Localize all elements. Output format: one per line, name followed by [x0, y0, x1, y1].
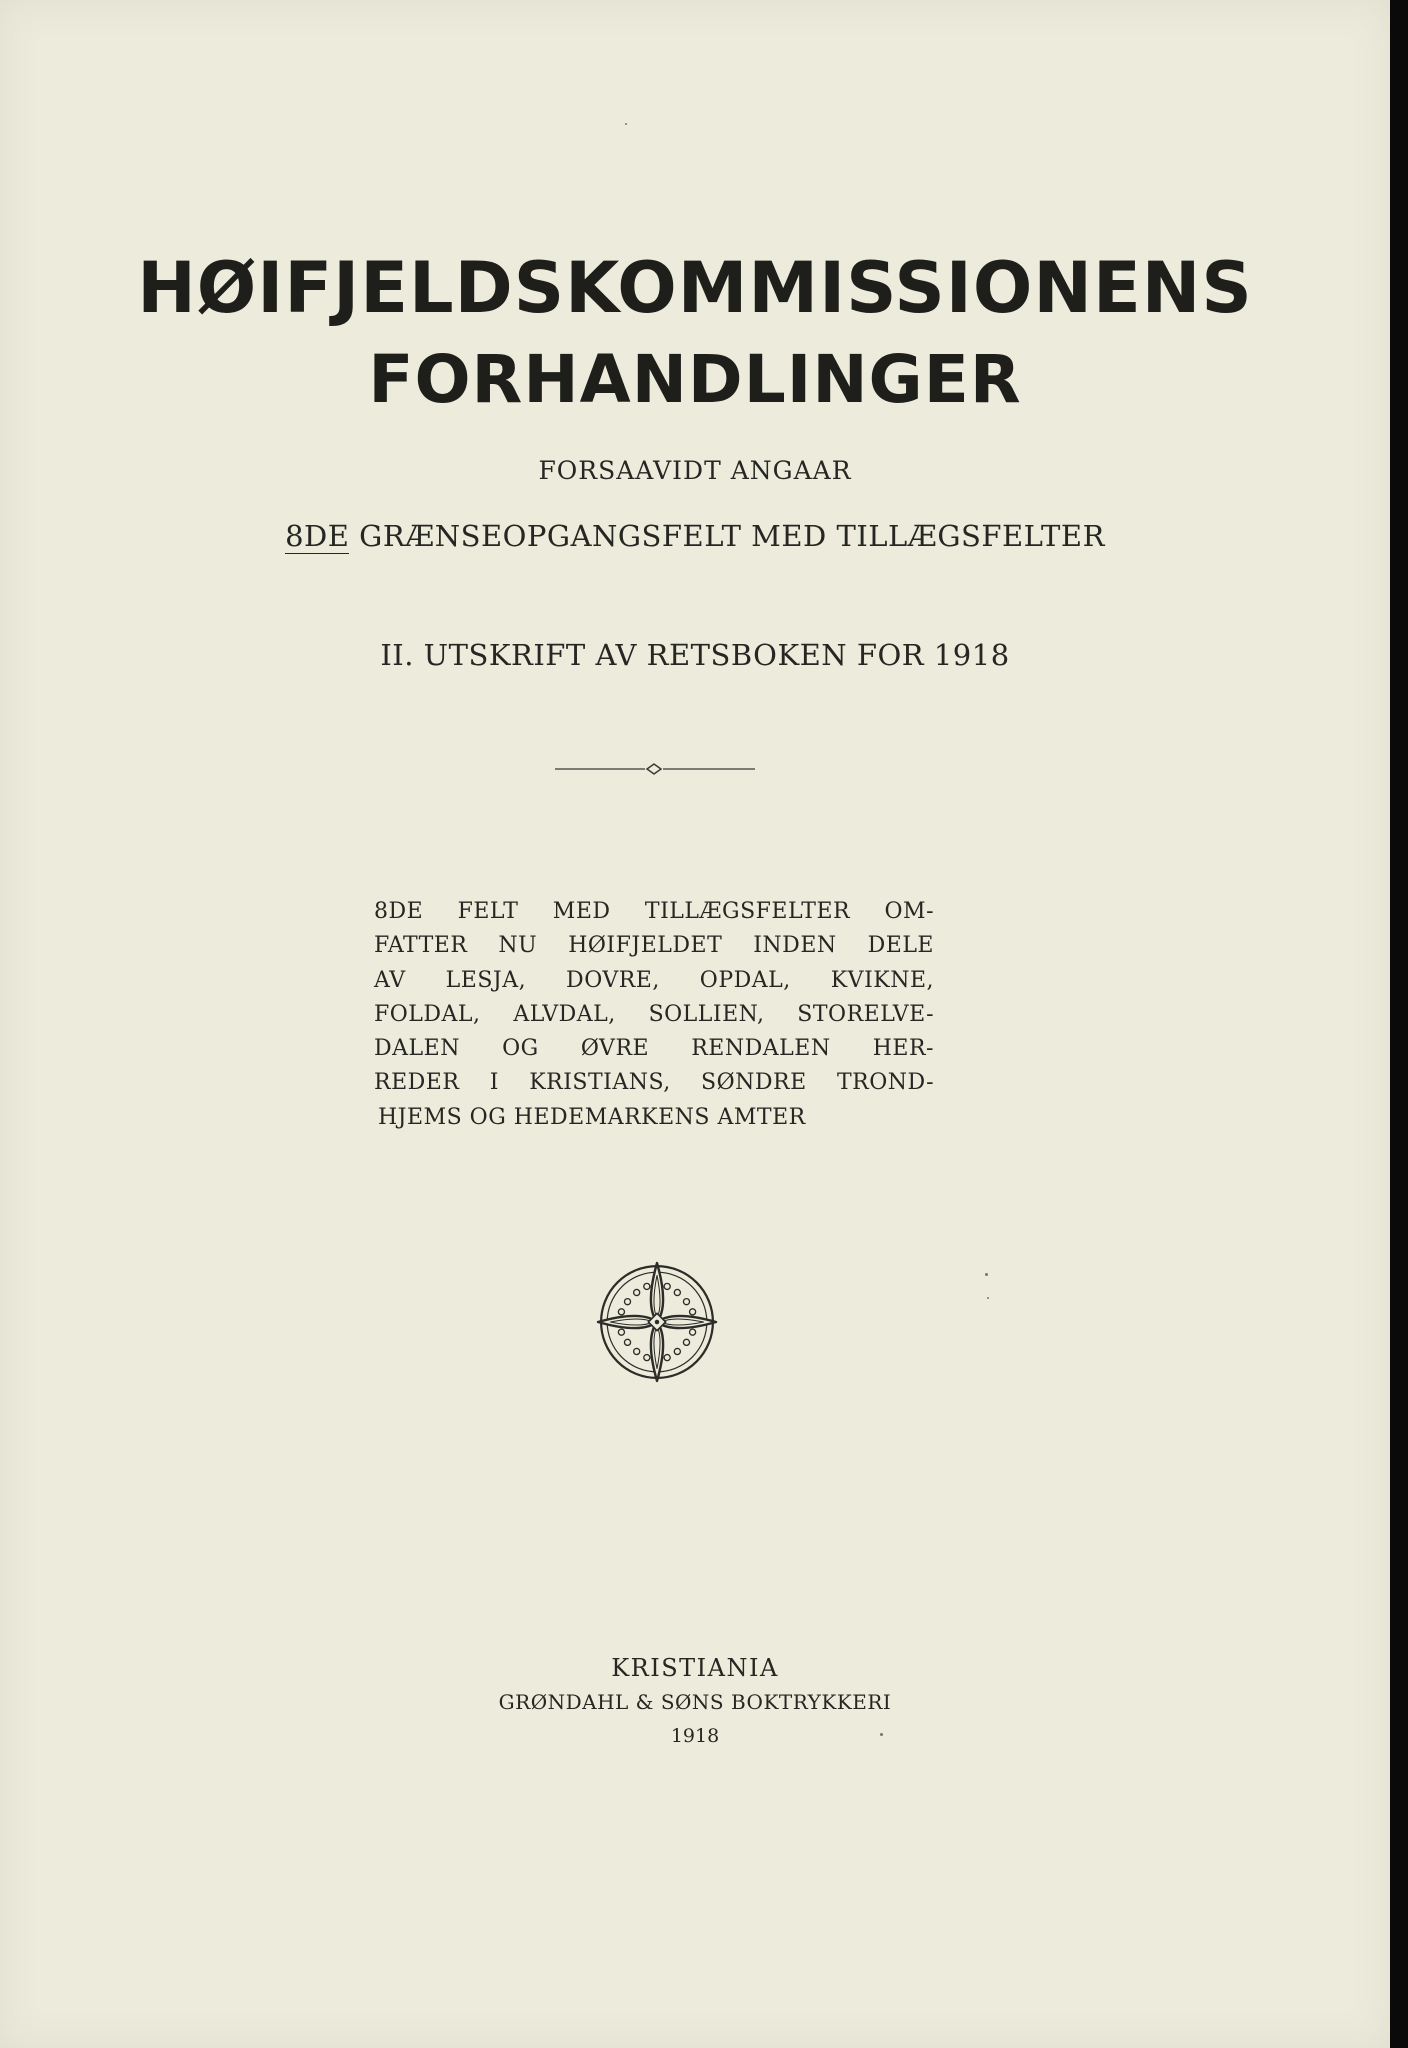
description-line: REDER I KRISTIANS, SØNDRE TROND- [374, 1070, 934, 1096]
description-line: FOLDAL, ALVDAL, SOLLIEN, STORELVE- [374, 1001, 934, 1027]
paper-speck [880, 1733, 883, 1736]
imprint-printer: GRØNDAHL & SØNS BOKTRYKKERI [498, 1690, 892, 1714]
felt-prefix: 8DE [285, 519, 350, 553]
paper-speck [987, 1297, 989, 1299]
subtitle: FORSAAVIDT ANGAAR [538, 456, 852, 485]
main-title-line-2: FORHANDLINGER [368, 341, 1022, 418]
printer-emblem-icon [596, 1261, 718, 1383]
part-heading: II. UTSKRIFT AV RETSBOKEN FOR 1918 [380, 638, 1010, 672]
imprint-place: KRISTIANIA [611, 1654, 779, 1682]
description-line: FATTER NU HØIFJELDET INDEN DELE [374, 933, 934, 959]
imprint-year: 1918 [670, 1725, 720, 1747]
paper-speck [625, 123, 627, 125]
description-line: AV LESJA, DOVRE, OPDAL, KVIKNE, [374, 967, 934, 993]
description-line: 8DE FELT MED TILLÆGSFELTER OM- [374, 899, 934, 924]
main-title-line-1: HØIFJELDSKOMMISSIONENS [137, 247, 1253, 329]
description-block [374, 895, 934, 1135]
divider-ornament-icon [555, 761, 755, 777]
paper-speck [985, 1273, 988, 1276]
description-line: DALEN OG ØVRE RENDALEN HER- [374, 1036, 934, 1062]
felt-heading-rest: GRÆNSEOPGANGSFELT MED TILLÆGSFELTER [349, 519, 1105, 553]
description-line: HJEMS OG HEDEMARKENS AMTER [378, 1104, 806, 1130]
felt-heading [0, 518, 1390, 554]
